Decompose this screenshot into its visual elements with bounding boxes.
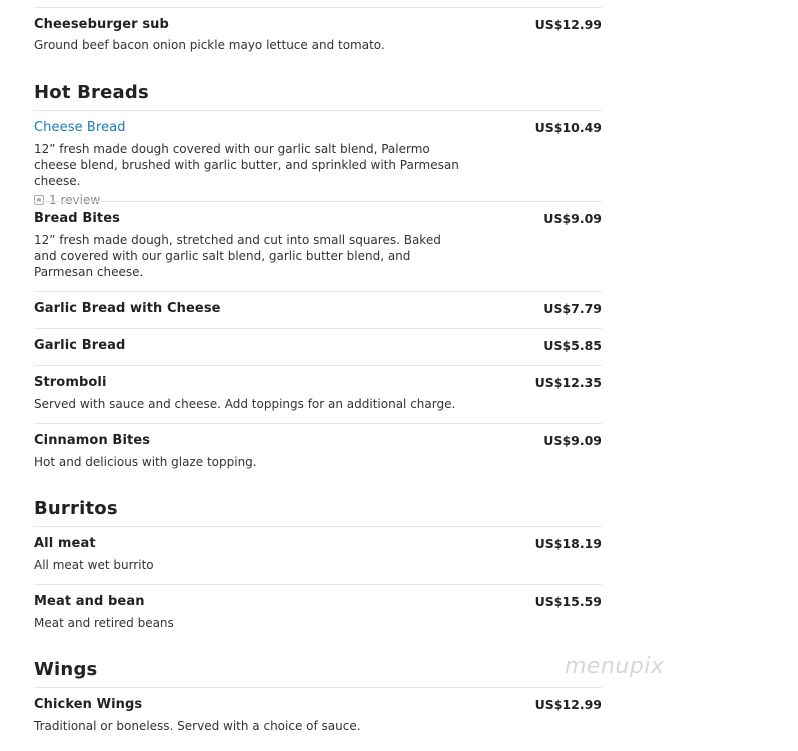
item-description: Traditional or boneless. Served with a choice of sauce. (34, 719, 361, 733)
item-price: US$5.85 (543, 338, 602, 353)
item-price: US$15.59 (534, 594, 602, 609)
item-price: US$10.49 (534, 120, 602, 135)
menu-item (34, 584, 602, 642)
menu-item-row (34, 211, 602, 226)
item-name: Cheeseburger sub (34, 17, 169, 32)
menu-item-row (34, 120, 602, 135)
menu-item-row (34, 17, 602, 32)
item-description: Meat and retired beans (34, 616, 174, 630)
item-description: 12” fresh made dough, stretched and cut into small squares. Baked and covered with our garlic salt blend, garlic butter blend, and Parmesan cheese. (34, 233, 441, 279)
menu-item-row (34, 536, 602, 551)
item-description: All meat wet burrito (34, 558, 154, 572)
item-price: US$12.99 (534, 17, 602, 32)
item-description: Served with sauce and cheese. Add toppings for an additional charge. (34, 397, 456, 411)
item-name: Bread Bites (34, 211, 120, 226)
menu-item-row (34, 375, 602, 390)
menu-item-row (34, 433, 602, 448)
item-price: US$18.19 (534, 536, 602, 551)
item-price: US$7.79 (543, 301, 602, 316)
menu-item (34, 526, 602, 584)
menu-item (34, 687, 602, 747)
item-price: US$9.09 (543, 433, 602, 448)
item-name: Chicken Wings (34, 697, 143, 712)
menu-item (34, 365, 602, 423)
menu-item (34, 110, 602, 207)
item-price: US$9.09 (543, 211, 602, 226)
menu-item-row (34, 338, 602, 353)
menu-item (34, 328, 602, 365)
item-price: US$12.35 (534, 375, 602, 390)
section-title-burritos: Burritos (34, 498, 118, 519)
item-description: Ground beef bacon onion pickle mayo lettuce and tomato. (34, 38, 385, 52)
item-name: Cinnamon Bites (34, 433, 151, 448)
menu-item (34, 423, 602, 481)
review-count: 1 review (49, 193, 101, 207)
section-title-hot-breads: Hot Breads (34, 82, 149, 103)
menu-item-row (34, 697, 602, 712)
item-description: 12” fresh made dough covered with our garlic salt blend, Palermo cheese blend, brushed with garlic butter, and sprinkled with Parmesan cheese. (34, 142, 459, 188)
item-description: Hot and delicious with glaze topping. (34, 455, 257, 469)
menu-item-row (34, 594, 602, 609)
item-name: Garlic Bread with Cheese (34, 301, 221, 316)
item-name: Garlic Bread (34, 338, 126, 353)
item-name: Stromboli (34, 375, 107, 390)
menu-item-row (34, 301, 602, 316)
item-name-link[interactable]: Cheese Bread (34, 120, 126, 135)
item-price: US$12.99 (534, 697, 602, 712)
menu-item (34, 291, 602, 328)
section-title-wings: Wings (34, 659, 98, 680)
item-name: Meat and bean (34, 594, 145, 609)
menu-item (34, 201, 602, 291)
item-name: All meat (34, 536, 96, 551)
menu-item (34, 7, 602, 62)
watermark-logo: menupix (565, 654, 665, 679)
